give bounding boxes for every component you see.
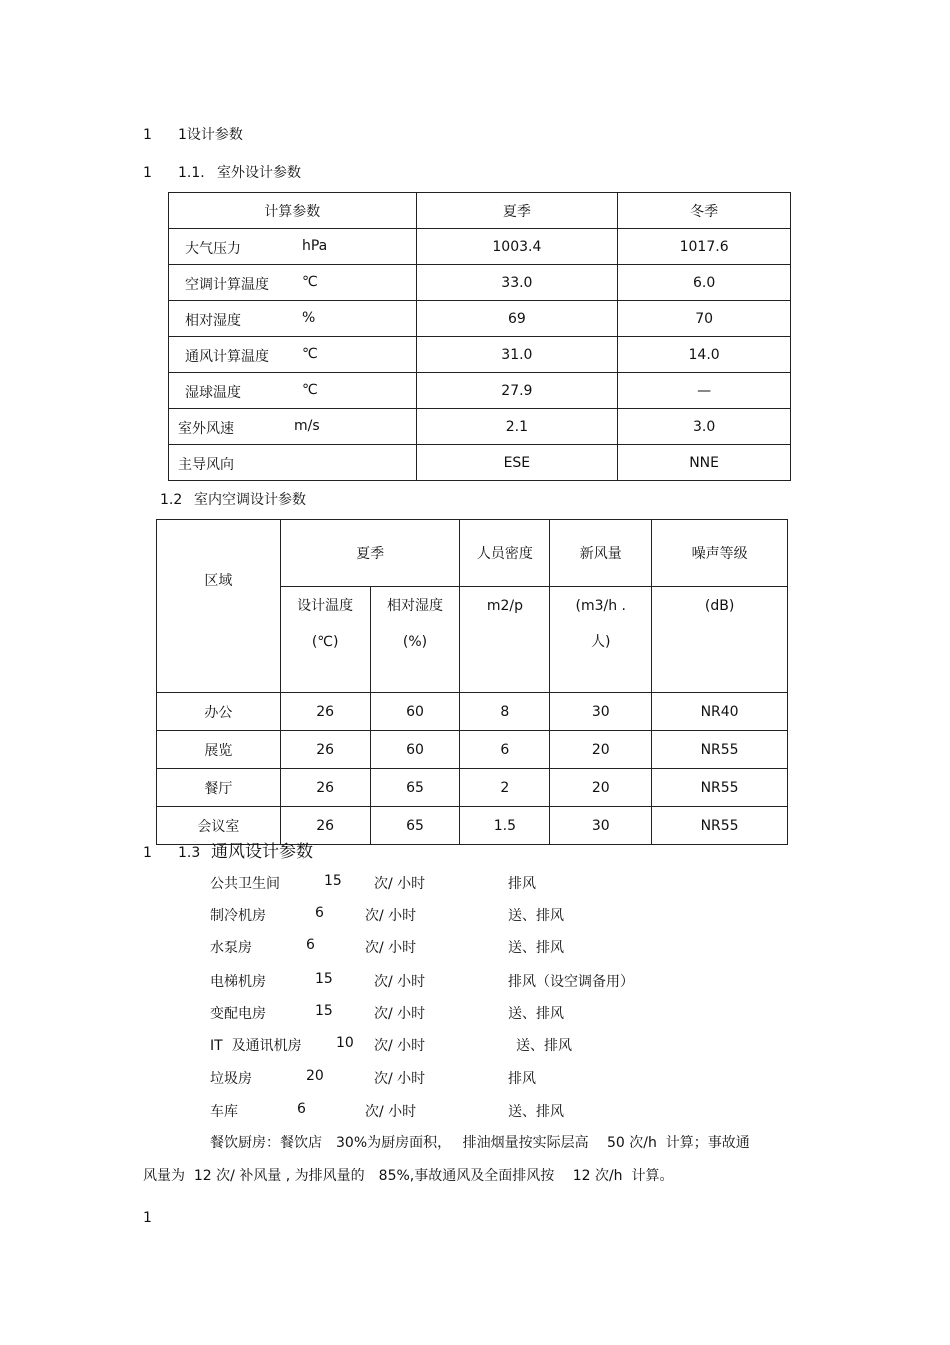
list-item [0,971,950,991]
area-name: 办公 [157,693,281,731]
header-summer: 夏季 [280,520,460,587]
room-name: 车库 [210,1104,238,1120]
list-item [0,1035,950,1055]
header-design-temp: 设计温度 (℃) [280,586,370,692]
vent-mode: 送、排风 [508,1104,564,1120]
vent-mode: 排风 [508,1071,536,1087]
table-row [157,693,788,731]
rate-unit: 次/ 小时 [365,940,417,956]
table-row [169,229,791,265]
list-item [0,937,950,957]
rate-unit: 次/ 小时 [374,974,426,990]
winter-value: 70 [618,301,791,337]
winter-value: 1017.6 [618,229,791,265]
air-change-rate: 20 [306,1068,324,1084]
header-noise: 噪声等级 [652,520,788,587]
winter-value: 3.0 [618,409,791,445]
summer-value: 27.9 [416,373,618,409]
indoor-params-table [156,519,788,845]
design-temp-value: 26 [280,769,370,807]
area-name: 餐厅 [157,769,281,807]
header-calc-param: 计算参数 [169,193,417,229]
noise-value: NR40 [652,693,788,731]
room-name: 水泵房 [210,940,252,956]
header-density-unit: m2/p [460,586,550,692]
design-temp-value: 26 [280,731,370,769]
air-change-rate: 6 [306,937,315,953]
header-fresh-air: 新风量 [550,520,652,587]
table-row [169,265,791,301]
room-name: 变配电房 [210,1006,266,1022]
heading-subnumber: 1.3 [178,845,201,861]
header-rel-hum: 相对湿度 (%) [370,586,460,692]
table-row [169,409,791,445]
summer-value: ESE [416,445,618,481]
outdoor-params-table [168,192,791,481]
heading-subnumber: 1.1. [178,165,205,181]
summer-value: 69 [416,301,618,337]
kitchen-paragraph-line1: 餐饮厨房：餐饮店 30%为厨房面积， 排油烟量按实际层高 50 次/h 计算；事故通 [210,1135,750,1151]
rate-unit: 次/ 小时 [365,908,417,924]
fresh-air-value: 20 [550,731,652,769]
param-unit: % [302,310,316,326]
header-area: 区域 [157,520,281,693]
rate-unit: 次/ 小时 [374,1071,426,1087]
table-row [157,731,788,769]
design-temp-value: 26 [280,693,370,731]
page-number: 1 [143,1210,152,1226]
rate-unit: 次/ 小时 [374,1006,426,1022]
table-row [169,301,791,337]
param-unit: ℃ [302,346,318,362]
list-item [0,1003,950,1023]
kitchen-paragraph-line2: 风量为 12 次/ 补风量 , 为排风量的 85%,事故通风及全面排风按 12 次/h 计算。 [143,1168,674,1184]
rate-unit: 次/ 小时 [374,1038,426,1054]
summer-value: 1003.4 [416,229,618,265]
room-name: 垃圾房 [210,1071,252,1087]
header-fresh-air-unit: (m3/h . 人) [550,586,652,692]
area-name: 展览 [157,731,281,769]
rel-hum-value: 60 [370,693,460,731]
fresh-air-value: 30 [550,693,652,731]
air-change-rate: 15 [324,873,342,889]
vent-mode: 送、排风 [508,940,564,956]
param-unit: ℃ [302,274,318,290]
winter-value: 14.0 [618,337,791,373]
design-temp-value: 26 [280,807,370,845]
summer-value: 33.0 [416,265,618,301]
header-summer: 夏季 [416,193,618,229]
heading-subnumber: 1.2 [160,492,183,508]
rel-hum-value: 65 [370,769,460,807]
list-item [0,905,950,925]
heading-number: 1 [143,165,152,181]
heading-number: 1 [143,845,152,861]
param-unit: m/s [294,418,320,434]
table-row [169,337,791,373]
header-noise-unit: (dB) [652,586,788,692]
table-row [157,807,788,845]
header-winter: 冬季 [618,193,791,229]
list-item [0,1101,950,1121]
param-unit: hPa [302,238,328,254]
heading-indoor-params: 室内空调设计参数 [194,492,306,508]
fresh-air-value: 30 [550,807,652,845]
air-change-rate: 6 [297,1101,306,1117]
air-change-rate: 15 [315,971,333,987]
param-name: 空调计算温度 [185,277,269,293]
room-name: 制冷机房 [210,908,266,924]
density-value: 1.5 [460,807,550,845]
vent-mode: 排风（设空调备用） [508,974,634,990]
winter-value: 6.0 [618,265,791,301]
heading-number: 1 [143,127,152,143]
list-item [0,1068,950,1088]
air-change-rate: 15 [315,1003,333,1019]
heading-outdoor-params: 室外设计参数 [217,165,301,181]
header-density: 人员密度 [460,520,550,587]
air-change-rate: 10 [336,1035,354,1051]
density-value: 8 [460,693,550,731]
winter-value: — [618,373,791,409]
table-row [157,769,788,807]
summer-value: 31.0 [416,337,618,373]
vent-mode: 排风 [508,876,536,892]
density-value: 2 [460,769,550,807]
fresh-air-value: 20 [550,769,652,807]
list-item [0,873,950,893]
param-unit: ℃ [302,382,318,398]
vent-mode: 送、排风 [508,908,564,924]
noise-value: NR55 [652,807,788,845]
param-name: 湿球温度 [185,385,241,401]
table-row [169,373,791,409]
param-name: 相对湿度 [185,313,241,329]
heading-ventilation-params: 通风设计参数 [211,842,313,862]
vent-mode: 送、排风 [516,1038,572,1054]
noise-value: NR55 [652,731,788,769]
noise-value: NR55 [652,769,788,807]
area-name: 会议室 [157,807,281,845]
param-name: 室外风速 [178,421,234,437]
summer-value: 2.1 [416,409,618,445]
air-change-rate: 6 [315,905,324,921]
rate-unit: 次/ 小时 [365,1104,417,1120]
winter-value: NNE [618,445,791,481]
rel-hum-value: 60 [370,731,460,769]
density-value: 6 [460,731,550,769]
param-name: 通风计算温度 [185,349,269,365]
rel-hum-value: 65 [370,807,460,845]
heading-design-params: 1设计参数 [178,127,243,143]
room-name: 电梯机房 [210,974,266,990]
room-name: IT 及通讯机房 [210,1038,302,1054]
param-name: 大气压力 [185,241,241,257]
table-row [169,445,791,481]
room-name: 公共卫生间 [210,876,280,892]
table-header-row [169,193,791,229]
param-name: 主导风向 [178,457,234,473]
vent-mode: 送、排风 [508,1006,564,1022]
rate-unit: 次/ 小时 [374,876,426,892]
